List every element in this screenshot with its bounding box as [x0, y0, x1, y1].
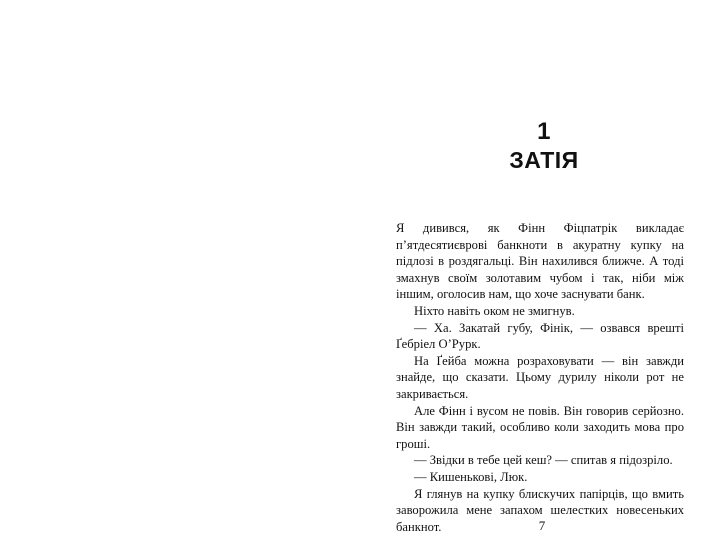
chapter-number: 1 — [537, 118, 551, 145]
paragraph-1: Я дивився, як Фінн Фіцпатрік викладає п’ятдесятиєврові банкноти в акуратну купку на підлозі в роздягальці. Він нахилився ближче. А тоді змахнув своїм золотавим чубом і так, ніби між іншим, оголосив нам, що хоче заснувати банк. — [396, 221, 684, 302]
paragraph-8: Я глянув на купку блискучих папірців, що вмить заворожила мене запахом шелестких новесеньких банкнот. — [396, 486, 684, 534]
paragraph-2: Ніхто навіть оком не змигнув. — [414, 303, 575, 318]
page-number: 7 — [538, 518, 546, 533]
paragraph-6: — Звідки в тебе цей кеш? — спитав я підозріло. — [414, 453, 673, 468]
paragraph-3: — Ха. Закатай губу, Фінік, — озвався врешті Ґебріел О’Рурк. — [396, 320, 684, 352]
chapter-title: ЗАТІЯ — [509, 147, 579, 173]
paragraph-4: На Ґейба можна розраховувати — він завжди знайде, що сказати. Цьому дурилу ніколи рот не закривається. — [396, 353, 684, 401]
body-text — [396, 220, 684, 535]
paragraph-7: — Кишенькові, Люк. — [414, 469, 528, 484]
paragraph-5: Але Фінн і вусом не повів. Він говорив серйозно. Він завжди такий, особливо коли заходить мова про гроші. — [396, 403, 684, 451]
